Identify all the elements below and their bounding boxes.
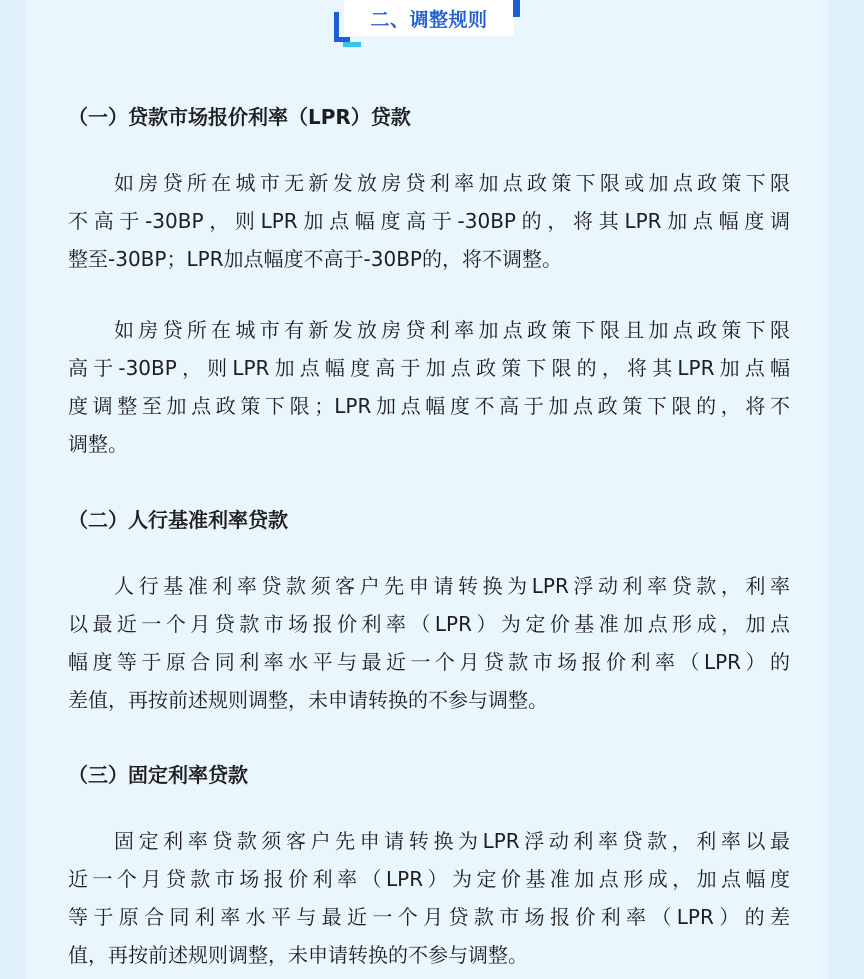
section-title-box — [344, 0, 514, 36]
paragraph-line: 如房贷所在城市无新发放房贷利率加点政策下限或加点政策下限 — [114, 171, 790, 195]
paragraph-line: 差值，再按前述规则调整，未申请转换的不参与调整。 — [68, 688, 548, 712]
paragraph-line: 度调整至加点政策下限；LPR加点幅度不高于加点政策下限的，将不 — [68, 394, 790, 418]
section-heading-fixed-rate-loans: （三）固定利率贷款 — [68, 763, 248, 787]
paragraph-line: 值，再按前述规则调整，未申请转换的不参与调整。 — [68, 943, 528, 967]
paragraph-line: 不高于-30BP，则LPR加点幅度高于-30BP的，将其LPR加点幅度调 — [68, 209, 790, 233]
paragraph-benchmark-loans — [68, 567, 790, 719]
paragraph-lpr-with-policy — [68, 311, 790, 463]
section-title-banner — [334, 0, 520, 46]
paragraph-line: 高于-30BP，则LPR加点幅度高于加点政策下限的，将其LPR加点幅 — [68, 356, 790, 380]
title-bracket-right-decoration — [513, 0, 520, 17]
paragraph-line: 调整。 — [68, 432, 128, 456]
paragraph-line: 幅度等于原合同利率水平与最近一个月贷款市场报价利率（LPR）的 — [68, 650, 790, 674]
paragraph-line: 如房贷所在城市有新发放房贷利率加点政策下限且加点政策下限 — [114, 318, 790, 342]
paragraph-line: 人行基准利率贷款须客户先申请转换为LPR浮动利率贷款，利率 — [114, 574, 790, 598]
paragraph-line: 等于原合同利率水平与最近一个月贷款市场报价利率（LPR）的差 — [68, 905, 790, 929]
paragraph-lpr-no-policy — [68, 164, 790, 278]
section-heading-benchmark-loans: （二）人行基准利率贷款 — [68, 508, 288, 532]
section-heading-lpr-loans: （一）贷款市场报价利率（LPR）贷款 — [68, 105, 411, 129]
paragraph-line: 固定利率贷款须客户先申请转换为LPR浮动利率贷款，利率以最 — [114, 829, 790, 853]
paragraph-fixed-rate-loans — [68, 822, 790, 974]
paragraph-line: 以最近一个月贷款市场报价利率（LPR）为定价基准加点形成，加点 — [68, 612, 790, 636]
paragraph-line: 整至-30BP；LPR加点幅度不高于-30BP的，将不调整。 — [68, 247, 562, 271]
section-title: 二、调整规则 — [370, 8, 488, 31]
paragraph-line: 近一个月贷款市场报价利率（LPR）为定价基准加点形成，加点幅度 — [68, 867, 790, 891]
